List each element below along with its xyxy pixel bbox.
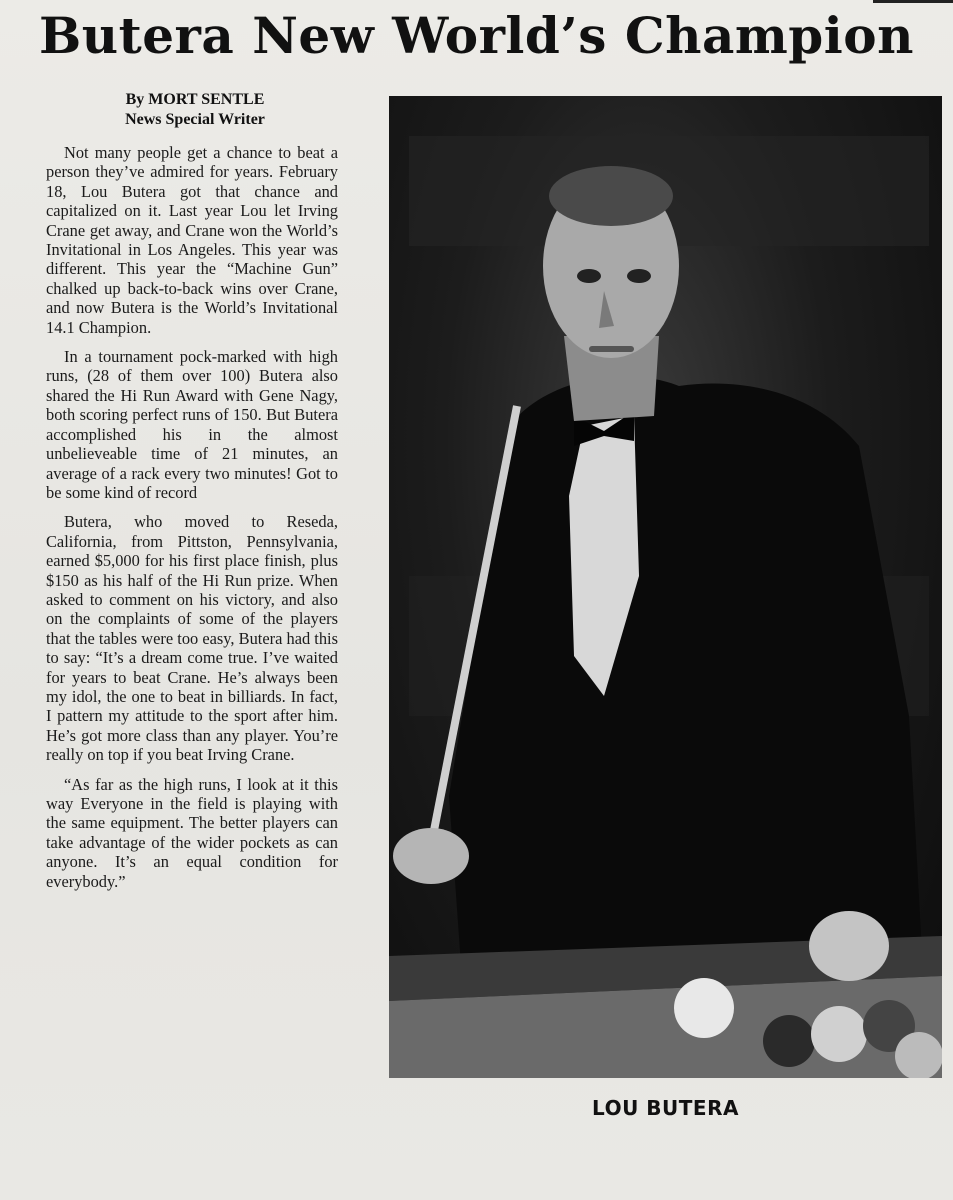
man-with-cue-photo xyxy=(389,96,942,1078)
byline-role: News Special Writer xyxy=(125,111,265,128)
article-body xyxy=(46,143,338,901)
photo-caption: LOU BUTERA xyxy=(592,1096,739,1120)
article-paragraph: Not many people get a chance to beat a person they’ve admired for years. February 18, Lou Butera got that chance and capitalized on it. Last year Lou let Irving Crane get away, and Crane won the World’s Invitational in Los Angeles. This year was different. This year the “Machine Gun” chalked up back-to-back wins over Crane, and now Butera is the World’s Invitational 14.1 Champion. xyxy=(46,143,338,337)
headline: Butera New World’s Champion xyxy=(39,6,914,65)
page-edge-mark xyxy=(873,0,953,3)
byline xyxy=(40,90,350,130)
article-paragraph: In a tournament pock-marked with high runs, (28 of them over 100) Butera also shared the Hi Run Award with Gene Nagy, both scoring perfect runs of 150. But Butera accomplished his in the almost unbelieveable time of 21 minutes, an average of a rack every two minutes! Got to be some kind of record xyxy=(46,347,338,502)
byline-author: By MORT SENTLE xyxy=(125,91,265,108)
article-paragraph: Butera, who moved to Reseda, California, from Pittston, Pennsylvania, earned $5,000 for his first place finish, plus $150 as his half of the Hi Run prize. When asked to comment on his victory, and also on the complaints of some of the players that the tables were too easy, Butera had this to say: “It’s a dream come true. I’ve waited for years to beat Crane. He’s always been my idol, the one to beat in billiards. In fact, I pattern my attitude to the sport after him. He’s got more class than any player. You’re really on top if you beat Irving Crane. xyxy=(46,512,338,765)
article-paragraph: “As far as the high runs, I look at it this way Everyone in the field is playing with the same equipment. The better players can take advantage of the wider pockets as can anyone. It’s an equal condition for everybody.” xyxy=(46,774,338,891)
photo-illustration xyxy=(389,96,942,1078)
